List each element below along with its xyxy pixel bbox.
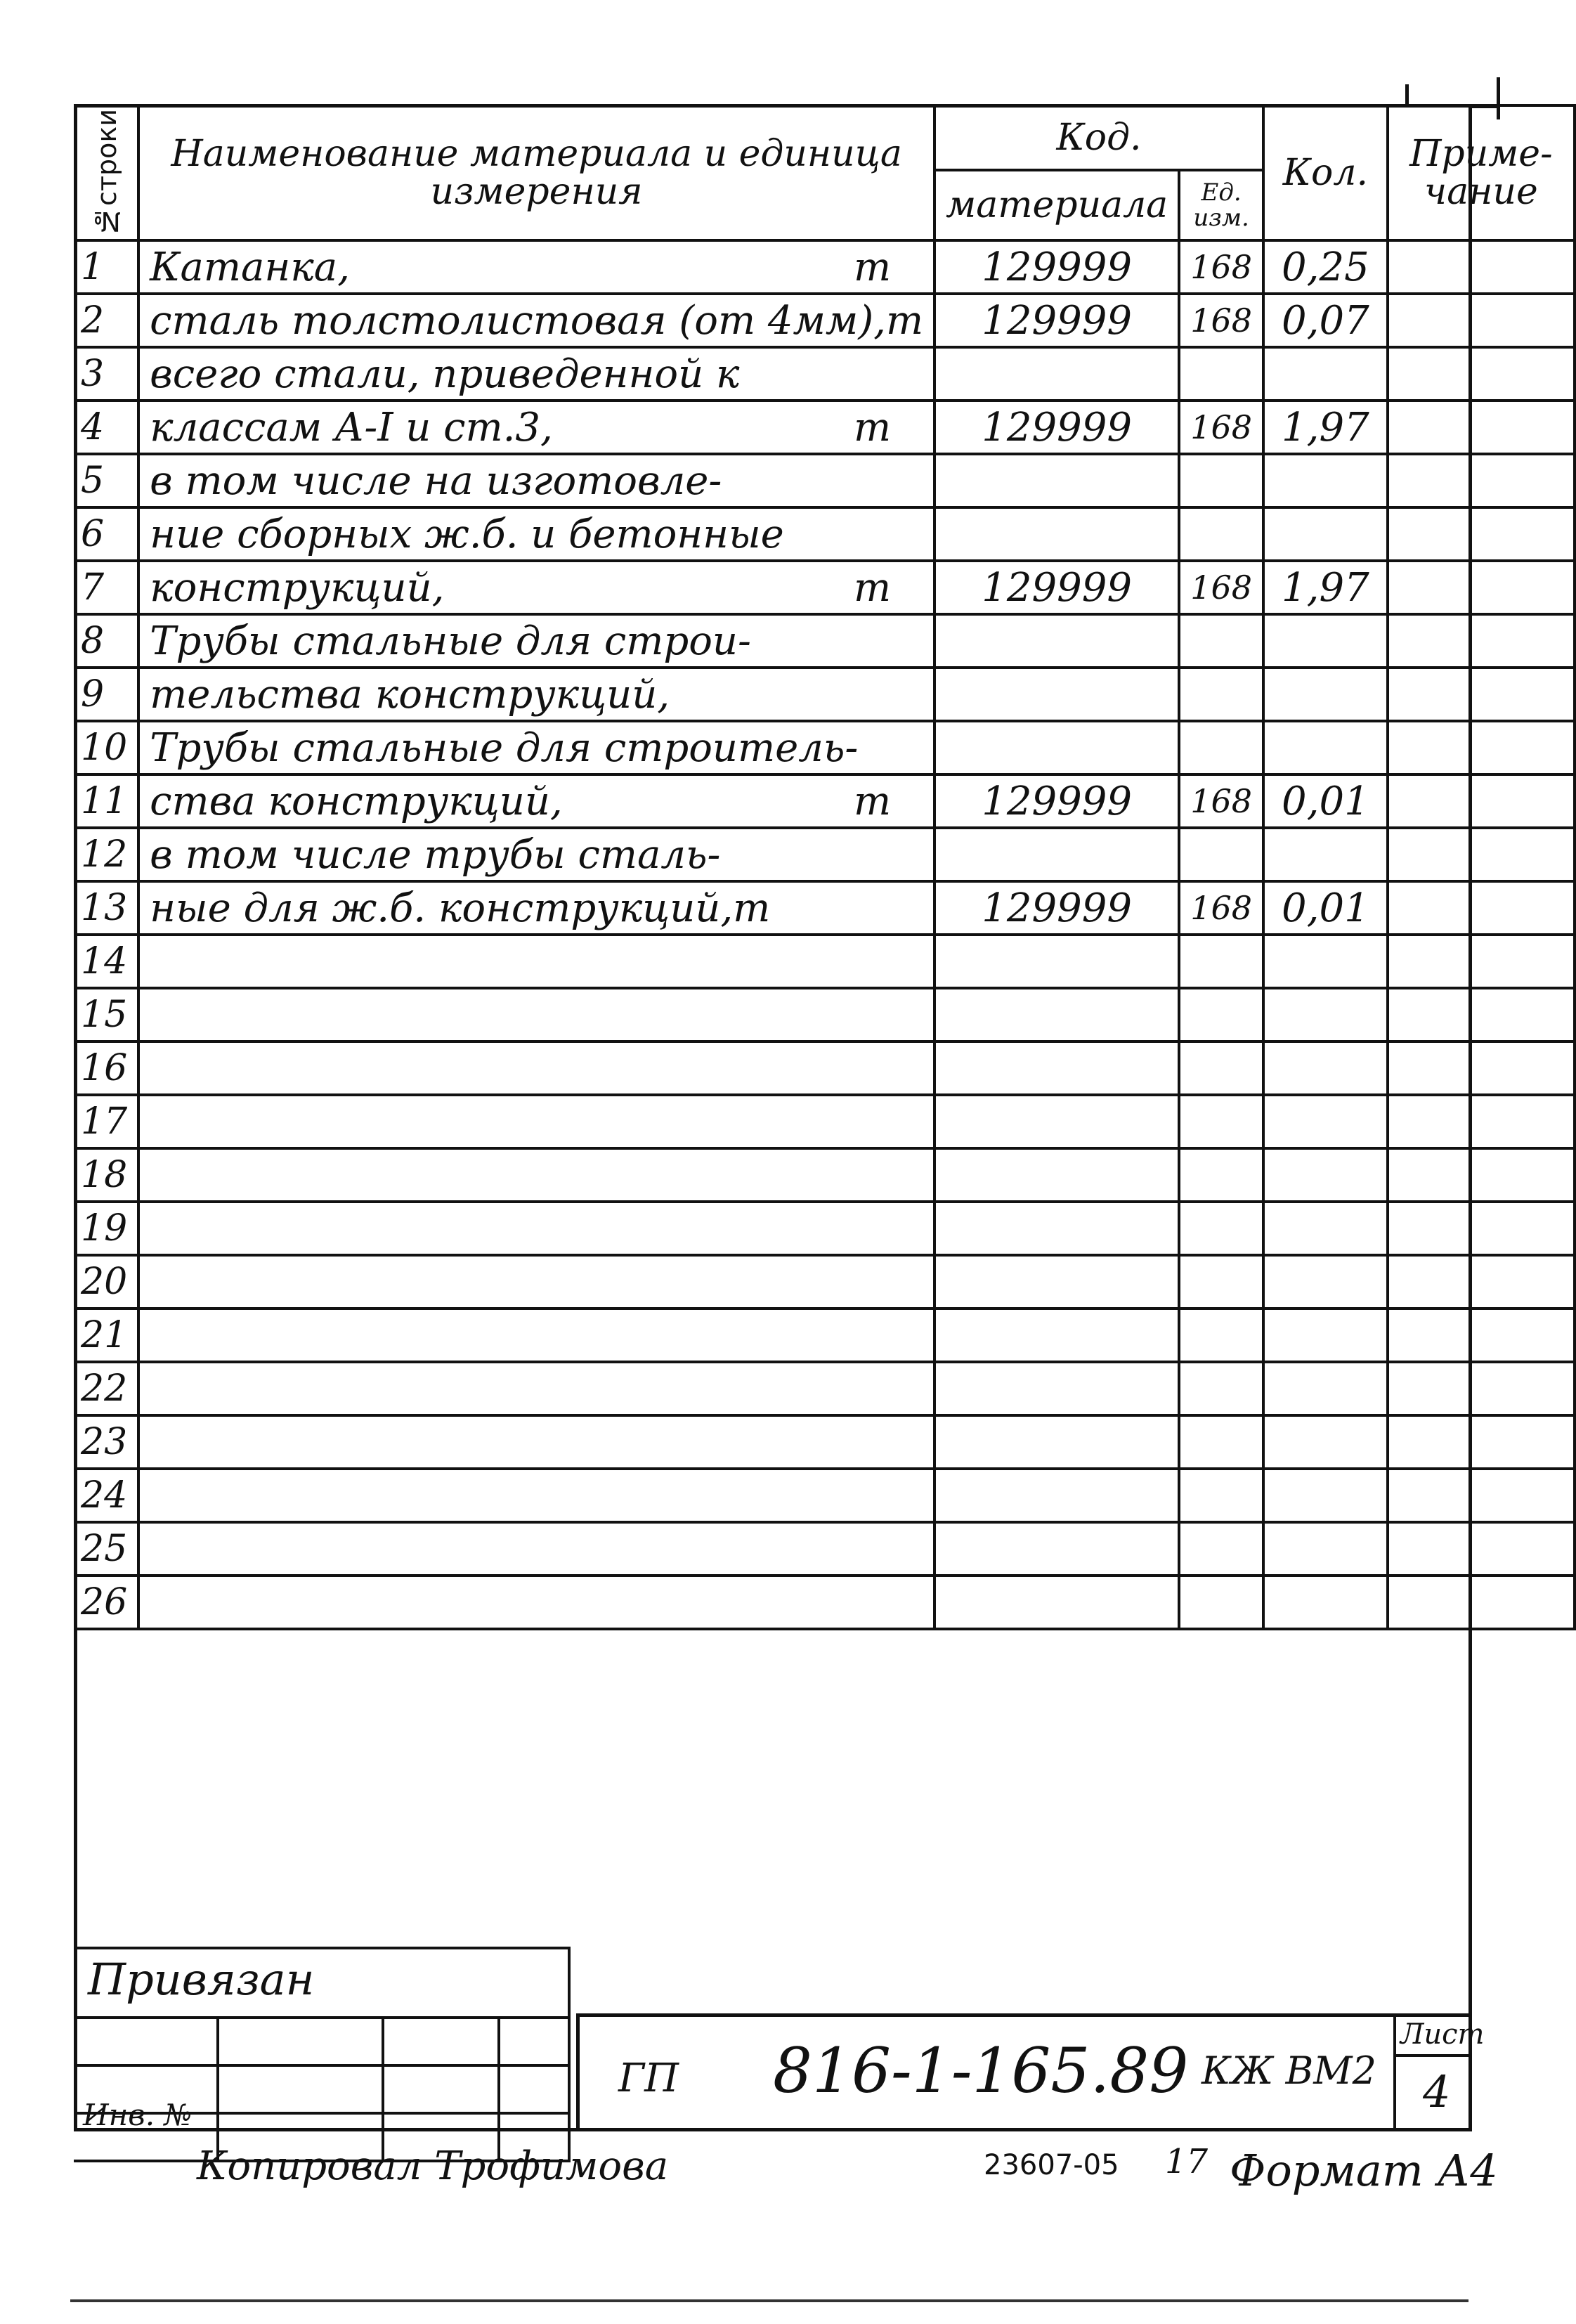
- table-row: [75, 774, 1575, 828]
- material-name-text: Трубы стальные для строи-: [150, 618, 751, 664]
- quantity: 0,01: [1263, 774, 1388, 828]
- quantity: [1263, 828, 1388, 881]
- table-row: [75, 988, 1575, 1041]
- table-row: [75, 1255, 1575, 1309]
- table-row: [75, 668, 1575, 721]
- material-code: [934, 614, 1179, 668]
- material-code: [934, 1522, 1179, 1576]
- material-name-text: в том числе на изготовле-: [150, 457, 722, 504]
- header-code: Код.: [934, 105, 1263, 170]
- unit-code: [1179, 1522, 1263, 1576]
- note: [1388, 721, 1575, 774]
- table-row: [75, 1469, 1575, 1522]
- table-row: [75, 240, 1575, 294]
- row-number: 14: [75, 935, 138, 988]
- unit-code: [1179, 1202, 1263, 1255]
- note: [1388, 774, 1575, 828]
- row-number: 10: [75, 721, 138, 774]
- note: [1388, 881, 1575, 935]
- material-name-text: ства конструкций,: [150, 778, 563, 824]
- material-name: [138, 294, 934, 347]
- material-name: [138, 401, 934, 454]
- note: [1388, 1576, 1575, 1629]
- quantity: [1263, 1522, 1388, 1576]
- quantity: [1263, 507, 1388, 561]
- quantity: 1,97: [1263, 561, 1388, 614]
- row-number: 2: [75, 294, 138, 347]
- unit-code: 168: [1179, 561, 1263, 614]
- row-number: 22: [75, 1362, 138, 1415]
- material-code: [934, 1255, 1179, 1309]
- unit-code: [1179, 721, 1263, 774]
- material-name: [138, 1469, 934, 1522]
- table-row: [75, 1362, 1575, 1415]
- quantity: [1263, 347, 1388, 401]
- quantity: [1263, 935, 1388, 988]
- note: [1388, 454, 1575, 507]
- quantity: [1263, 1148, 1388, 1202]
- table-row: [75, 721, 1575, 774]
- table-row: [75, 454, 1575, 507]
- inventory-label: Инв. №: [83, 2098, 193, 2132]
- material-name: [138, 828, 934, 881]
- material-code: [934, 1469, 1179, 1522]
- quantity: [1263, 1576, 1388, 1629]
- row-number: 18: [75, 1148, 138, 1202]
- page-edge: [70, 2299, 1468, 2302]
- unit-code: 168: [1179, 240, 1263, 294]
- row-number: 5: [75, 454, 138, 507]
- material-name-text: сталь толстолистовая (от 4мм),т: [150, 297, 924, 344]
- header-note: Приме- чание: [1388, 105, 1575, 240]
- row-number: 8: [75, 614, 138, 668]
- table-row: [75, 507, 1575, 561]
- quantity: [1263, 721, 1388, 774]
- material-name: [138, 1202, 934, 1255]
- unit-code: [1179, 1095, 1263, 1148]
- header-material-name: Наименование материала и единица измерения: [138, 105, 934, 240]
- material-name: [138, 1309, 934, 1362]
- material-name: [138, 1255, 934, 1309]
- note: [1388, 988, 1575, 1041]
- unit-code: 168: [1179, 401, 1263, 454]
- unit-code: [1179, 347, 1263, 401]
- material-code: [934, 828, 1179, 881]
- material-name: [138, 614, 934, 668]
- quantity: [1263, 1041, 1388, 1095]
- unit-code: [1179, 1415, 1263, 1469]
- row-number: 24: [75, 1469, 138, 1522]
- unit-code: [1179, 1469, 1263, 1522]
- unit-code: [1179, 1576, 1263, 1629]
- note: [1388, 347, 1575, 401]
- material-unit-suffix: т: [853, 404, 892, 450]
- note: [1388, 1362, 1575, 1415]
- material-name: [138, 1362, 934, 1415]
- sheet-number: 4: [1423, 2066, 1451, 2117]
- edge-mark: [1405, 84, 1409, 105]
- table-row: [75, 828, 1575, 881]
- note: [1388, 561, 1575, 614]
- row-number: 12: [75, 828, 138, 881]
- unit-code: 168: [1179, 881, 1263, 935]
- material-code: [934, 935, 1179, 988]
- material-name: [138, 774, 934, 828]
- table-row: [75, 1202, 1575, 1255]
- quantity: [1263, 1255, 1388, 1309]
- row-number: 9: [75, 668, 138, 721]
- document-code: 816-1-165.89: [773, 2034, 1189, 2107]
- material-code: [934, 1415, 1179, 1469]
- row-number: 4: [75, 401, 138, 454]
- row-number: 21: [75, 1309, 138, 1362]
- unit-code: [1179, 1362, 1263, 1415]
- table-row: [75, 614, 1575, 668]
- table-row: [75, 401, 1575, 454]
- row-number: 13: [75, 881, 138, 935]
- note: [1388, 828, 1575, 881]
- quantity: [1263, 454, 1388, 507]
- material-code: 129999: [934, 881, 1179, 935]
- order-code: 23607-05: [984, 2149, 1119, 2181]
- quantity: 1,97: [1263, 401, 1388, 454]
- table-row: [75, 347, 1575, 401]
- unit-code: [1179, 988, 1263, 1041]
- unit-code: 168: [1179, 294, 1263, 347]
- quantity: 0,25: [1263, 240, 1388, 294]
- unit-code: [1179, 828, 1263, 881]
- quantity: [1263, 1362, 1388, 1415]
- material-name: [138, 1095, 934, 1148]
- unit-code: [1179, 1255, 1263, 1309]
- table-row: [75, 1041, 1575, 1095]
- row-number: 23: [75, 1415, 138, 1469]
- note: [1388, 668, 1575, 721]
- note: [1388, 935, 1575, 988]
- unit-code: [1179, 935, 1263, 988]
- material-code: [934, 988, 1179, 1041]
- table-row: [75, 1522, 1575, 1576]
- quantity: [1263, 1415, 1388, 1469]
- materials-table: [74, 104, 1576, 1630]
- material-name-text: Катанка,: [150, 244, 350, 290]
- row-number: 19: [75, 1202, 138, 1255]
- material-name-text: ные для ж.б. конструкций,т: [150, 885, 771, 931]
- header-code-material: материала: [934, 170, 1179, 240]
- material-code: 129999: [934, 401, 1179, 454]
- unit-code: [1179, 614, 1263, 668]
- material-name-text: всего стали, приведенной к: [150, 351, 740, 397]
- material-name: [138, 668, 934, 721]
- row-number: 16: [75, 1041, 138, 1095]
- material-code: [934, 1041, 1179, 1095]
- row-number: 15: [75, 988, 138, 1041]
- material-code: [934, 1309, 1179, 1362]
- quantity: [1263, 1469, 1388, 1522]
- material-name: [138, 935, 934, 988]
- note: [1388, 1255, 1575, 1309]
- material-name: [138, 561, 934, 614]
- material-name: [138, 347, 934, 401]
- material-unit-suffix: т: [853, 778, 892, 824]
- row-number: 20: [75, 1255, 138, 1309]
- table-row: [75, 1095, 1575, 1148]
- material-name: [138, 988, 934, 1041]
- note: [1388, 401, 1575, 454]
- note: [1388, 1522, 1575, 1576]
- table-row: [75, 1309, 1575, 1362]
- material-unit-suffix: т: [853, 564, 892, 611]
- material-name: [138, 1415, 934, 1469]
- document-suffix: КЖ ВМ2: [1201, 2049, 1376, 2093]
- table-row: [75, 294, 1575, 347]
- note: [1388, 507, 1575, 561]
- row-number: 3: [75, 347, 138, 401]
- note: [1388, 1095, 1575, 1148]
- quantity: [1263, 1309, 1388, 1362]
- material-name-text: классам А-I и ст.3,: [150, 404, 553, 450]
- material-name: [138, 454, 934, 507]
- linked-label: Привязан: [88, 1954, 315, 2005]
- material-code: 129999: [934, 774, 1179, 828]
- row-number: 1: [75, 240, 138, 294]
- material-name: [138, 1576, 934, 1629]
- sheet-label: Лист: [1400, 2018, 1485, 2051]
- gp-label: ГП: [618, 2056, 679, 2101]
- quantity: 0,01: [1263, 881, 1388, 935]
- material-name-text: конструкций,: [150, 564, 445, 611]
- material-name: [138, 881, 934, 935]
- note: [1388, 240, 1575, 294]
- quantity: [1263, 668, 1388, 721]
- unit-code: 168: [1179, 774, 1263, 828]
- material-code: [934, 1148, 1179, 1202]
- material-code: [934, 347, 1179, 401]
- material-code: 129999: [934, 561, 1179, 614]
- page-number: 17: [1165, 2142, 1209, 2181]
- row-number: 26: [75, 1576, 138, 1629]
- material-code: [934, 454, 1179, 507]
- quantity: [1263, 614, 1388, 668]
- material-code: [934, 507, 1179, 561]
- material-name: [138, 240, 934, 294]
- material-name: [138, 1041, 934, 1095]
- table-row: [75, 1576, 1575, 1629]
- material-code: 129999: [934, 240, 1179, 294]
- material-code: [934, 1576, 1179, 1629]
- table-row: [75, 1148, 1575, 1202]
- material-name-text: тельства конструкций,: [150, 671, 670, 718]
- quantity: [1263, 1095, 1388, 1148]
- row-number: 11: [75, 774, 138, 828]
- note: [1388, 1469, 1575, 1522]
- unit-code: [1179, 507, 1263, 561]
- material-unit-suffix: т: [853, 244, 892, 290]
- material-code: 129999: [934, 294, 1179, 347]
- material-code: [934, 1202, 1179, 1255]
- material-name-text: Трубы стальные для строитель-: [150, 725, 859, 771]
- material-name: [138, 1148, 934, 1202]
- note: [1388, 1148, 1575, 1202]
- quantity: [1263, 988, 1388, 1041]
- unit-code: [1179, 1148, 1263, 1202]
- material-name: [138, 507, 934, 561]
- material-code: [934, 668, 1179, 721]
- copied-by: Копировал Трофимова: [197, 2143, 669, 2189]
- table-row: [75, 881, 1575, 935]
- material-name: [138, 1522, 934, 1576]
- material-code: [934, 1362, 1179, 1415]
- material-name-text: в том числе трубы сталь-: [150, 831, 721, 878]
- unit-code: [1179, 668, 1263, 721]
- material-code: [934, 1095, 1179, 1148]
- table-row: [75, 935, 1575, 988]
- note: [1388, 1041, 1575, 1095]
- quantity: [1263, 1202, 1388, 1255]
- format-label: Формат А4: [1230, 2145, 1498, 2196]
- header-code-unit: Ед. изм.: [1179, 170, 1263, 240]
- unit-code: [1179, 1041, 1263, 1095]
- row-number: 25: [75, 1522, 138, 1576]
- unit-code: [1179, 1309, 1263, 1362]
- note: [1388, 1309, 1575, 1362]
- material-code: [934, 721, 1179, 774]
- row-number: 17: [75, 1095, 138, 1148]
- row-number: 7: [75, 561, 138, 614]
- header-quantity: Кол.: [1263, 105, 1388, 240]
- material-name-text: ние сборных ж.б. и бетонные: [150, 511, 784, 557]
- table-row: [75, 561, 1575, 614]
- table-row: [75, 1415, 1575, 1469]
- row-number: 6: [75, 507, 138, 561]
- note: [1388, 294, 1575, 347]
- note: [1388, 1415, 1575, 1469]
- unit-code: [1179, 454, 1263, 507]
- material-name: [138, 721, 934, 774]
- header-row-number: №строки: [75, 105, 138, 240]
- note: [1388, 1202, 1575, 1255]
- note: [1388, 614, 1575, 668]
- quantity: 0,07: [1263, 294, 1388, 347]
